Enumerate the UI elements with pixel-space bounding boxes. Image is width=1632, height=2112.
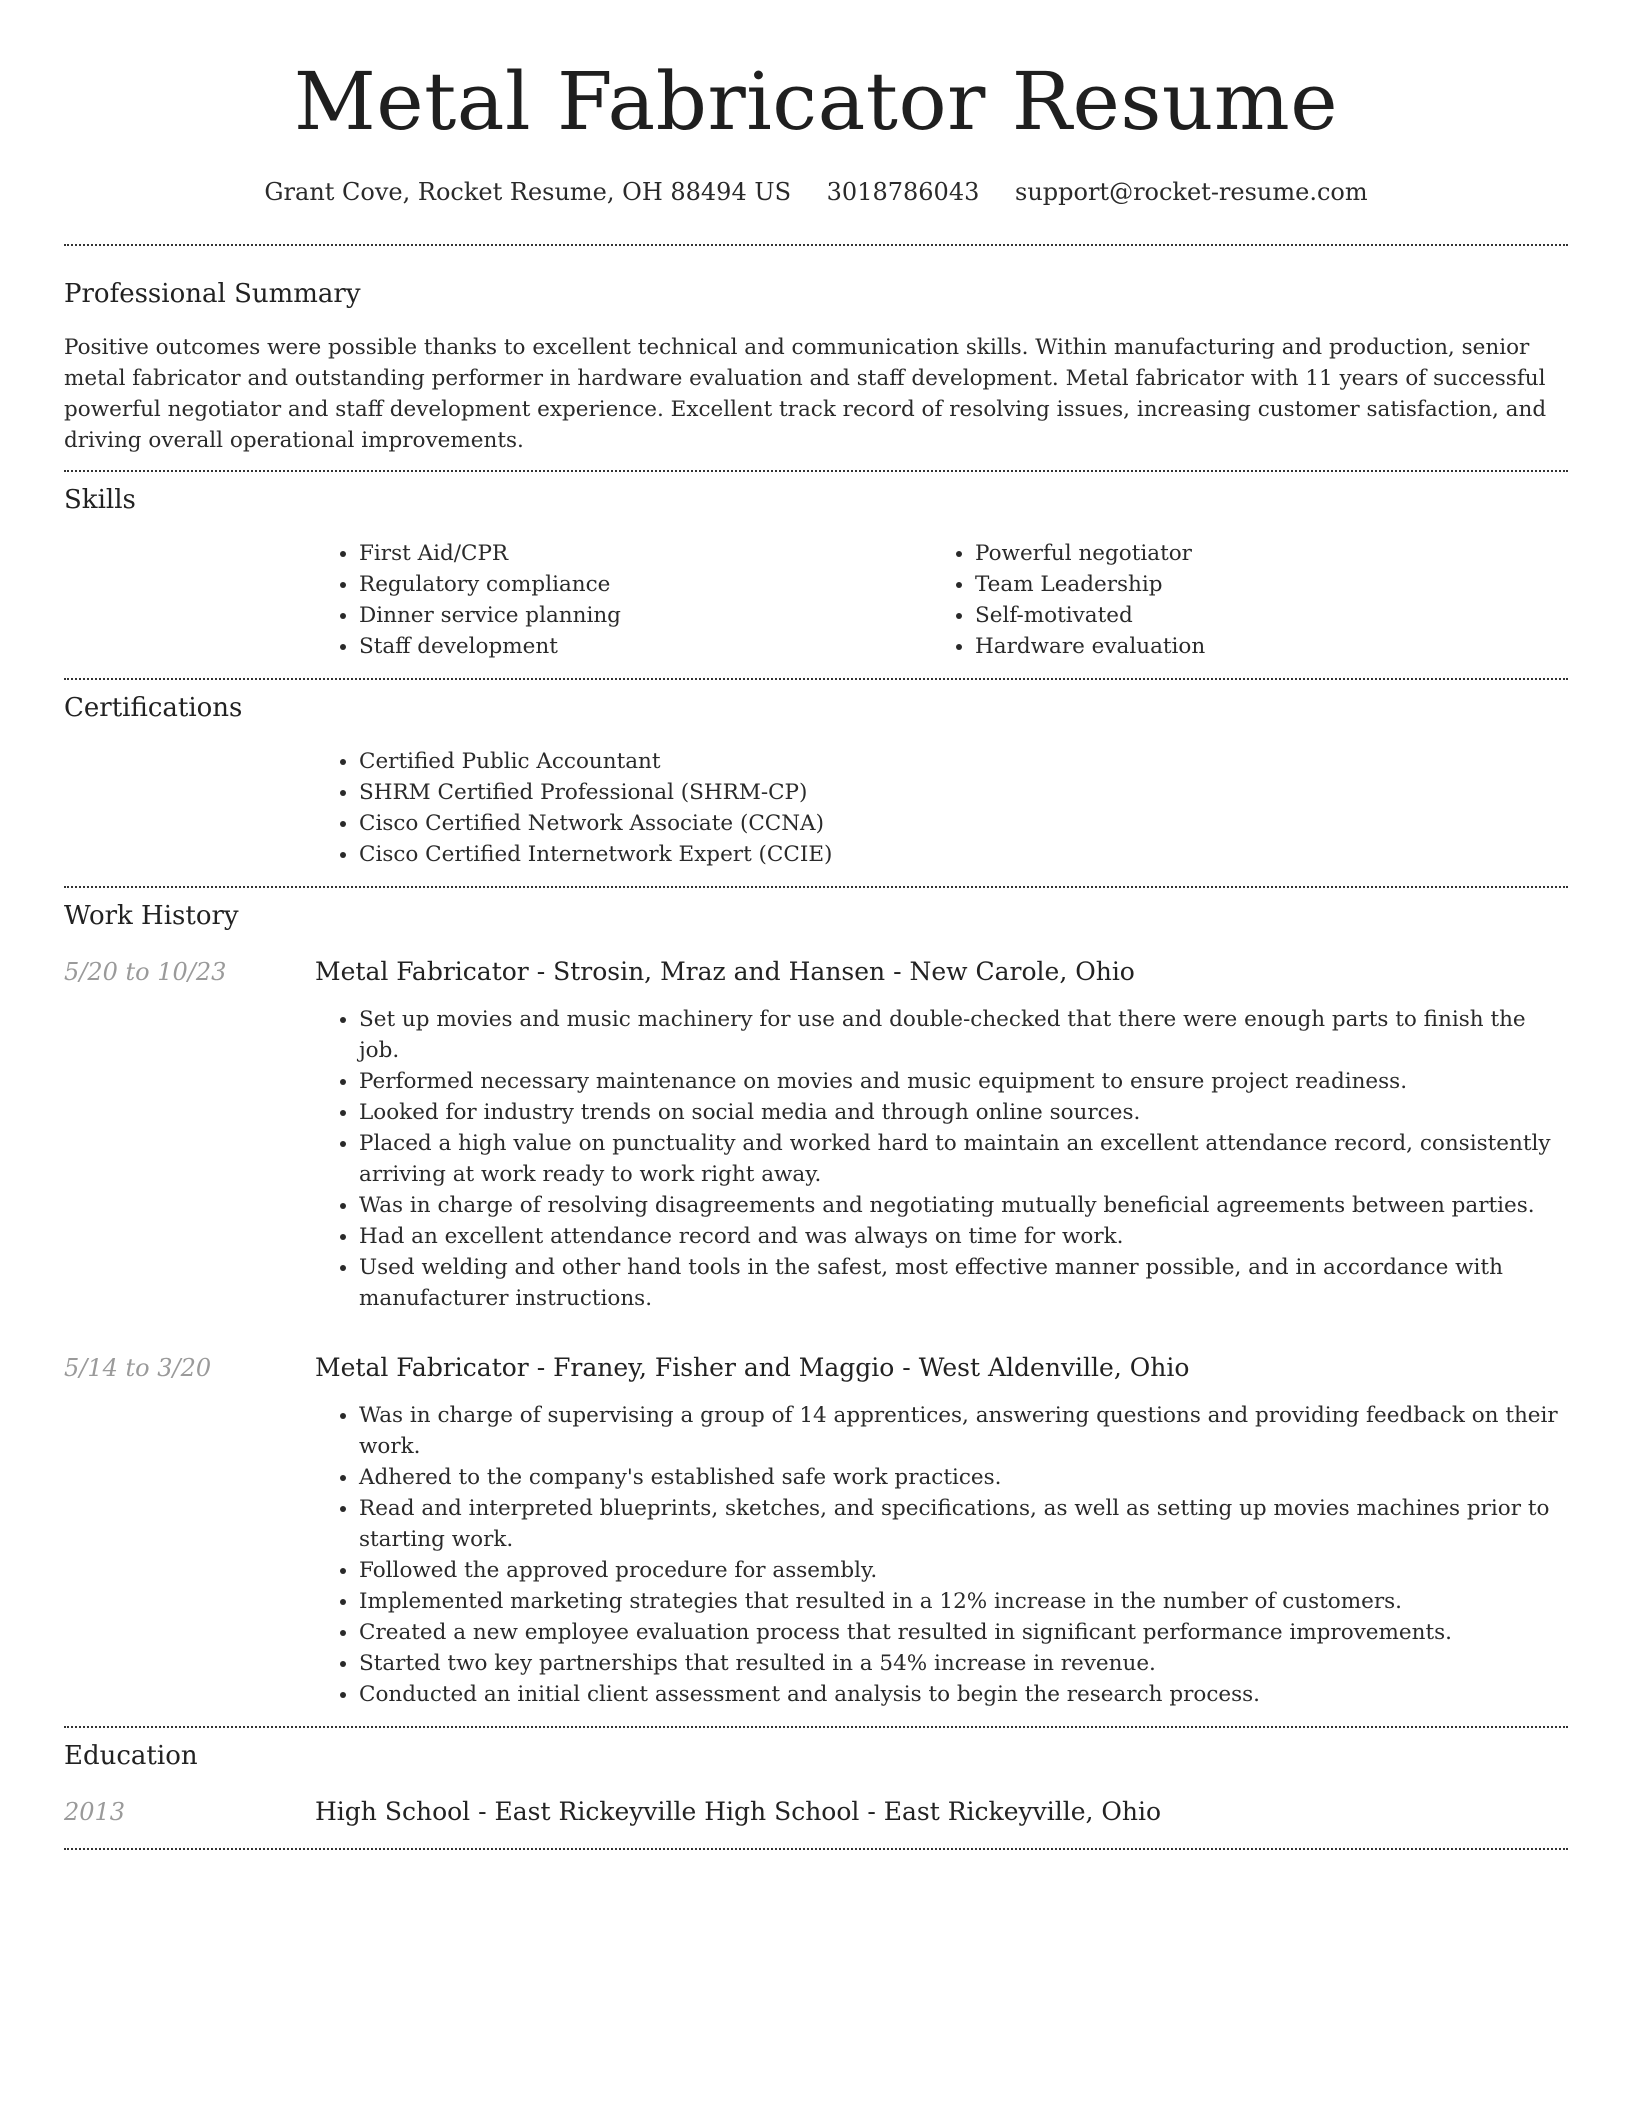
list-item: • Powerful negotiator <box>975 538 1547 569</box>
list-item: • Looked for industry trends on social media and through online sources. <box>359 1097 1568 1128</box>
list-item: • Adhered to the company's established safe work practices. <box>359 1462 1568 1493</box>
skills-column-left <box>315 538 931 662</box>
list-item: • Had an excellent attendance record and was always on time for work. <box>359 1221 1568 1252</box>
list-item: • Hardware evaluation <box>975 631 1547 662</box>
list-item: • Staff development <box>359 631 931 662</box>
list-item: • Regulatory compliance <box>359 569 931 600</box>
section-certifications <box>64 680 1568 870</box>
list-item: • Created a new employee evaluation process that resulted in significant performance improvements. <box>359 1617 1568 1648</box>
list-item: • Started two key partnerships that resulted in a 54% increase in revenue. <box>359 1648 1568 1679</box>
section-title-education: Education <box>64 1741 198 1771</box>
skills-grid <box>315 538 1568 662</box>
divider-education <box>64 1848 1568 1850</box>
list-item: • Cisco Certified Network Associate (CCNA) <box>359 808 1568 839</box>
list-item: • Conducted an initial client assessment and analysis to begin the research process. <box>359 1679 1568 1710</box>
job-row <box>64 1352 1568 1384</box>
summary-text: Positive outcomes were possible thanks to excellent technical and communication skills. Within manufacturing and production, senior metal fabricator and outstanding performer in hardware evaluation and staff development. Metal fabricator with 11 years of successful powerful negotiator and staff development experience. Excellent track record of resolving issues, increasing customer satisfaction, and driving overall operational improvements. <box>64 335 1547 453</box>
list-item: • Certified Public Accountant <box>359 746 1568 777</box>
education-heading: High School - East Rickeyville High School - East Rickeyville, Ohio <box>315 1797 1162 1826</box>
list-item: • Implemented marketing strategies that resulted in a 12% increase in the number of customers. <box>359 1586 1568 1617</box>
contact-phone: 3018786043 <box>826 178 980 206</box>
job-bullets-wrap <box>315 1004 1568 1314</box>
list-item: • Self-motivated <box>975 600 1547 631</box>
job-date: 5/20 to 10/23 <box>64 958 227 986</box>
job-heading: Metal Fabricator - Franey, Fisher and Maggio - West Aldenville, Ohio <box>315 1353 1190 1382</box>
section-title-summary: Professional Summary <box>64 279 361 309</box>
list-item: • Read and interpreted blueprints, sketches, and specifications, as well as setting up movies machines prior to starting work. <box>359 1493 1568 1555</box>
list-item: • Placed a high value on punctuality and worked hard to maintain an excellent attendance record, consistently arriving at work ready to work right away. <box>359 1128 1568 1190</box>
list-item: • Dinner service planning <box>359 600 931 631</box>
list-item: • Set up movies and music machinery for use and double-checked that there were enough parts to finish the job. <box>359 1004 1568 1066</box>
section-title-work-history: Work History <box>64 901 239 931</box>
job-heading: Metal Fabricator - Strosin, Mraz and Hansen - New Carole, Ohio <box>315 957 1135 986</box>
contact-line <box>64 176 1568 208</box>
contact-address: Grant Cove, Rocket Resume, OH 88494 US <box>264 178 792 206</box>
section-title-skills: Skills <box>64 485 136 515</box>
list-item: • Cisco Certified Internetwork Expert (CCIE) <box>359 839 1568 870</box>
job-date: 5/14 to 3/20 <box>64 1354 212 1382</box>
contact-email: support@rocket-resume.com <box>1015 178 1368 206</box>
section-title-certifications: Certifications <box>64 693 243 723</box>
job-bullets-wrap <box>315 1400 1568 1710</box>
job-entry <box>64 1352 1568 1710</box>
list-item: • SHRM Certified Professional (SHRM-CP) <box>359 777 1568 808</box>
skills-column-right <box>931 538 1547 662</box>
list-item: • Team Leadership <box>975 569 1547 600</box>
job-row <box>64 956 1568 988</box>
list-item: • Performed necessary maintenance on movies and music equipment to ensure project readiness. <box>359 1066 1568 1097</box>
certifications-list-wrap <box>315 746 1568 870</box>
section-work-history <box>64 888 1568 1710</box>
list-item: • First Aid/CPR <box>359 538 931 569</box>
section-summary <box>64 246 1568 456</box>
list-item: • Was in charge of resolving disagreements and negotiating mutually beneficial agreements between parties. <box>359 1190 1568 1221</box>
section-skills <box>64 472 1568 662</box>
section-education <box>64 1728 1568 1828</box>
list-item: • Was in charge of supervising a group of 14 apprentices, answering questions and providing feedback on their work. <box>359 1400 1568 1462</box>
resume-title: Metal Fabricator Resume <box>293 55 1339 148</box>
education-date: 2013 <box>64 1798 126 1826</box>
list-item: • Followed the approved procedure for assembly. <box>359 1555 1568 1586</box>
job-entry <box>64 956 1568 1314</box>
education-row <box>64 1796 1568 1828</box>
list-item: • Used welding and other hand tools in the safest, most effective manner possible, and in accordance with manufacturer instructions. <box>359 1252 1568 1314</box>
